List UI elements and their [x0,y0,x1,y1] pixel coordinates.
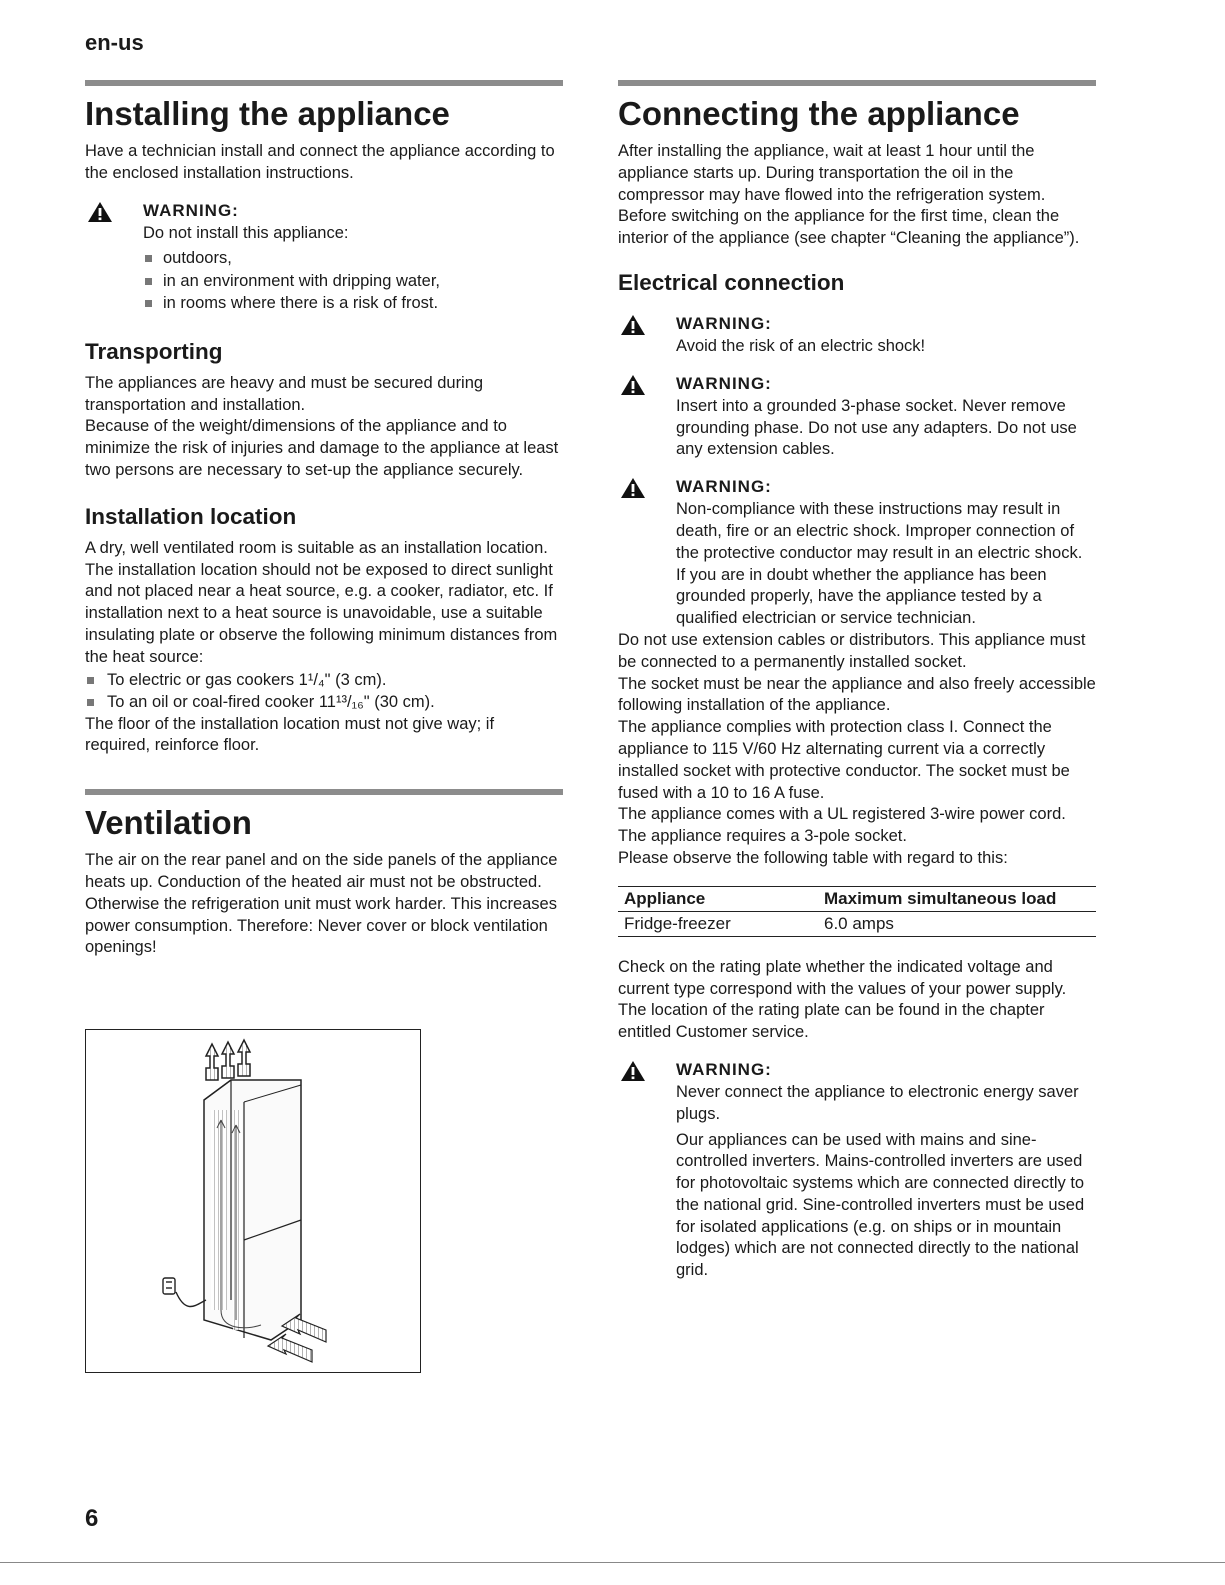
electrical-warning-2 [618,372,1096,461]
connecting-title: Connecting the appliance [618,95,1020,132]
installing-warning [85,199,563,315]
electrical-warning-4 [618,1058,1096,1282]
bullet-icon [87,677,94,684]
electrical-p1: Do not use extension cables or distributors. This appliance must be connected to a permanently installed socket. [618,630,1086,671]
transporting-title: Transporting [85,338,223,364]
bullet-icon [145,255,152,262]
installing-intro: Have a technician install and connect the appliance according to the enclosed installation instructions. [85,142,555,182]
list-item: To electric or gas cookers 1¹/₄" (3 cm). [85,669,563,692]
warning-text: Insert into a grounded 3-phase socket. Never remove grounding phase. Do not use any adapters. Do not use any extension cables. [676,396,1077,459]
list-item: in rooms where there is a risk of frost. [143,292,563,315]
electrical-p3: The appliance complies with protection class I. Connect the appliance to 115 V/60 Hz alternating current via a correctly installed socket with protective conductor. The socket must be fused with a 10 to 16 A fuse. [618,718,1070,802]
ventilation-title: Ventilation [85,804,252,842]
fridge-airflow-illustration [86,1030,419,1371]
electrical-warning-1 [618,312,1096,358]
warning-text: Do not install this appliance: [143,223,349,242]
left-column [85,80,563,959]
electrical-p6: Check on the rating plate whether the indicated voltage and current type correspond with the values of your power supply. The location of the rating plate can be found in the chapter entitled Customer service. [618,957,1067,1042]
language-code: en-us [85,30,144,55]
warning-label: WARNING: [676,477,772,497]
table-header: Appliance [618,886,818,911]
bullet-icon [145,278,152,285]
transporting-p2: Because of the weight/dimensions of the appliance and to minimize the risk of injuries and damage to the appliance at least two persons are necessary to set-up the appliance securely. [85,417,559,480]
location-list [85,669,563,714]
table-row [618,911,1096,936]
warning-text: Our appliances can be used with mains and sine-controlled inverters. Mains-controlled inverters are used for photovoltaic systems which are connected directly to the national grid. Sine-controlled inverters must be used for isolated applications (e.g. on ships or in mountain lodges) which are not connected directly to the national grid. [676,1130,1085,1280]
connecting-p2: Before switching on the appliance for the first time, clean the interior of the appliance (see chapter “Cleaning the appliance”). [618,207,1080,248]
warning-text: Avoid the risk of an electric shock! [676,336,926,355]
list-item: outdoors, [143,247,563,270]
ventilation-p1: The air on the rear panel and on the side panels of the appliance heats up. Conduction of the heated air must not be obstructed. Otherwise the refrigeration unit must work harder. This increases power consumption. Therefore: Never cover or block ventilation openings! [85,851,558,957]
warning-label: WARNING: [676,1059,772,1079]
warning-icon [620,374,646,396]
electrical-p2: The socket must be near the appliance and also freely accessible following installation of the appliance. [618,674,1096,715]
table-header: Maximum simultaneous load [818,886,1096,911]
electrical-title: Electrical connection [618,269,845,295]
warning-icon [87,201,113,223]
location-p2: The floor of the installation location must not give way; if required, reinforce floor. [85,714,495,755]
location-p1: A dry, well ventilated room is suitable as an installation location. The installation location should not be exposed to direct sunlight and not placed near a heat source, e.g. a cooker, radiator, etc. If installation next to a heat source is unavoidable, use a suitable insulating plate or observe the following minimum distances from the heat source: [85,538,558,666]
electrical-p4: The appliance comes with a UL registered 3-wire power cord. The appliance requires a 3-pole socket. [618,805,1066,846]
warning-icon [620,314,646,336]
warning-list [143,247,563,315]
warning-icon [620,477,646,499]
table-header-row [618,886,1096,911]
warning-label: WARNING: [676,313,772,333]
load-table [618,886,1096,937]
right-column [618,80,1096,1282]
table-cell: 6.0 amps [818,911,1096,936]
warning-icon [620,1060,646,1082]
ventilation-figure [85,1029,421,1373]
warning-text: Never connect the appliance to electronic energy saver plugs. [676,1082,1079,1123]
bottom-rule [0,1562,1225,1563]
section-rule [618,80,1096,86]
table-cell: Fridge-freezer [618,911,818,936]
electrical-p5: Please observe the following table with regard to this: [618,848,1008,867]
page-number: 6 [85,1505,99,1532]
connecting-p1: After installing the appliance, wait at least 1 hour until the appliance starts up. During transportation the oil in the compressor may have flowed into the refrigeration system. [618,142,1046,204]
list-item: To an oil or coal-fired cooker 11¹³/₁₆" (30 cm). [85,691,563,714]
bullet-icon [145,300,152,307]
warning-text: Non-compliance with these instructions may result in death, fire or an electric shock. Improper connection of the protective conductor may result in an electric shock. If you are in doubt whether the appliance has been grounded properly, have the appliance tested by a qualified electrician or service technician. [676,500,1083,628]
section-rule [85,80,563,86]
electrical-warning-3 [618,475,1096,630]
installing-title: Installing the appliance [85,95,450,132]
bullet-icon [87,699,94,706]
list-item: in an environment with dripping water, [143,270,563,293]
transporting-p1: The appliances are heavy and must be secured during transportation and installation. [85,373,484,414]
section-rule [85,789,563,795]
location-title: Installation location [85,503,297,529]
warning-label: WARNING: [676,373,772,393]
warning-label: WARNING: [143,200,239,220]
